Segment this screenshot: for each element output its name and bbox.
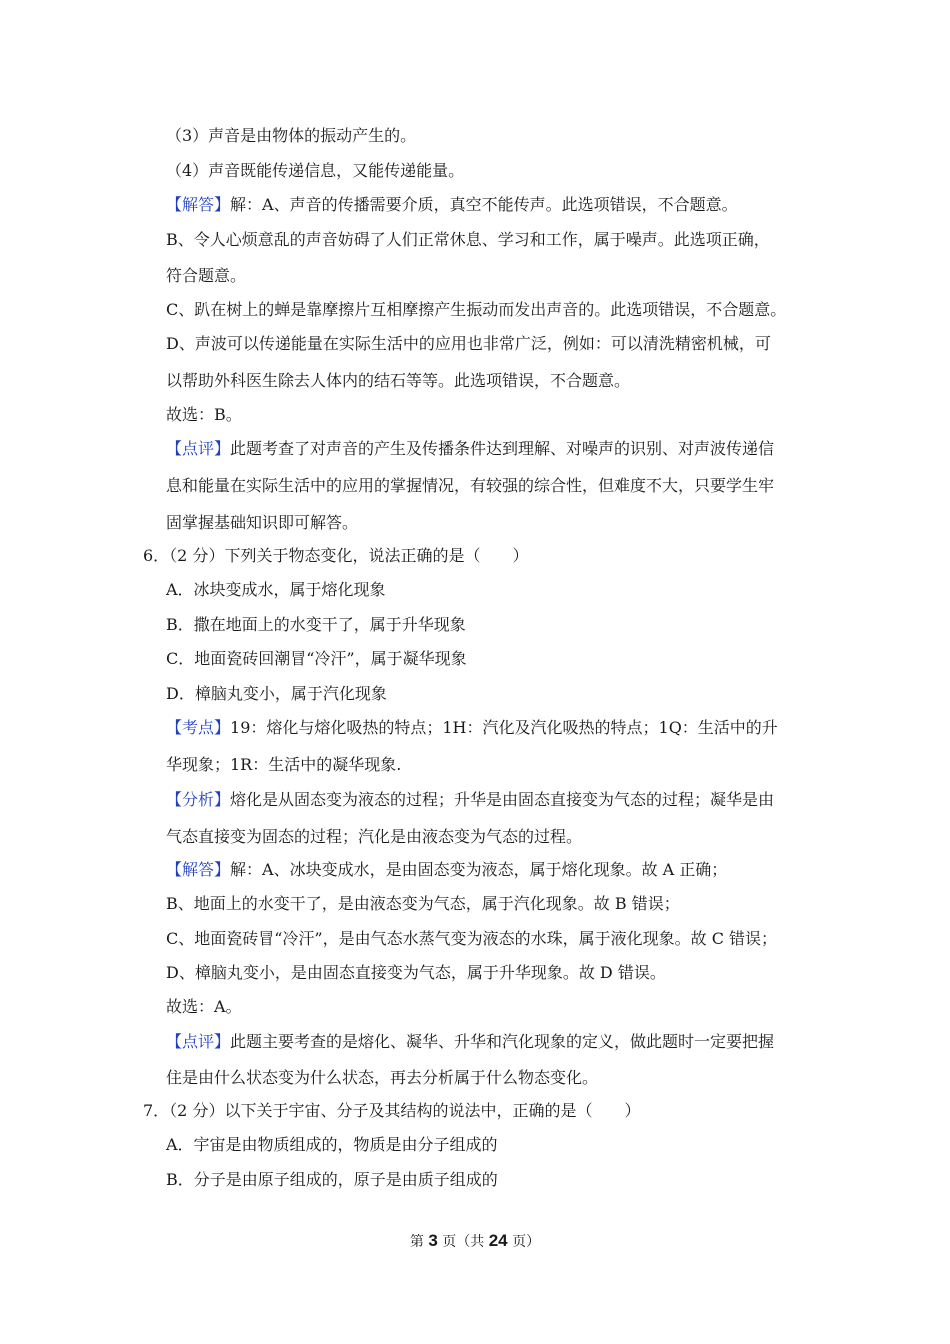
text-line [166, 860, 830, 880]
line-text: B、地面上的水变干了，是由液态变为气态，属于汽化现象。故 B 错误； [166, 894, 680, 913]
line-text: 故选：B。 [166, 405, 242, 424]
text-line [166, 827, 830, 847]
line-text: D、声波可以传递能量在实际生活中的应用也非常广泛，例如：可以清洗精密机械，可 [166, 334, 771, 353]
text-line [166, 161, 830, 181]
line-text: 故选：A。 [166, 997, 242, 1016]
text-line [166, 405, 830, 425]
line-text: 住是由什么状态变为什么状态，再去分析属于什么物态变化。 [166, 1068, 599, 1087]
line-text: 此题考查了对声音的产生及传播条件达到理解、对噪声的识别、对声波传递信 [230, 439, 775, 458]
line-text: 符合题意。 [166, 266, 247, 285]
text-line [166, 718, 830, 738]
line-text: C、地面瓷砖冒“冷汗”，是由气态水蒸气变为液态的水珠，属于液化现象。故 C 错误； [166, 929, 778, 948]
line-text: D、樟脑丸变小，是由固态直接变为气态，属于升华现象。故 D 错误。 [166, 963, 666, 982]
line-text: 熔化是从固态变为液态的过程；升华是由固态直接变为气态的过程；凝华是由 [230, 790, 775, 809]
text-line [166, 580, 830, 600]
line-text: 19：熔化与熔化吸热的特点；1H：汽化及汽化吸热的特点；1Q：生活中的升 [230, 718, 778, 737]
text-line [166, 755, 830, 775]
section-tag: 【分析】 [166, 790, 231, 809]
text-line [166, 997, 830, 1017]
line-text: 以帮助外科医生除去人体内的结石等等。此选项错误，不合题意。 [166, 371, 631, 390]
section-tag: 【点评】 [166, 1032, 231, 1051]
question-line [143, 546, 830, 566]
line-text: 6．（2 分）下列关于物态变化，说法正确的是（ ） [143, 546, 529, 565]
text-line [166, 126, 830, 146]
text-line [166, 649, 830, 669]
section-tag: 【解答】 [166, 195, 231, 214]
line-text: 气态直接变为固态的过程；汽化是由液态变为气态的过程。 [166, 827, 583, 846]
text-line [166, 684, 830, 704]
page-footer [0, 1231, 950, 1252]
text-line [166, 929, 830, 949]
text-line [166, 371, 830, 391]
text-line [166, 1032, 830, 1052]
line-text: 此题主要考查的是熔化、凝华、升华和汽化现象的定义，做此题时一定要把握 [230, 1032, 775, 1051]
text-line [166, 894, 830, 914]
text-line [166, 1068, 830, 1088]
footer-suffix: 页） [512, 1234, 541, 1250]
line-text: （3）声音是由物体的振动产生的。 [166, 126, 417, 145]
line-text: B．撒在地面上的水变干了，属于升华现象 [166, 615, 466, 634]
section-tag: 【点评】 [166, 439, 231, 458]
section-tag: 【解答】 [166, 860, 231, 879]
footer-middle: 页（共 [442, 1234, 485, 1250]
text-line [166, 230, 830, 250]
line-text: A．宇宙是由物质组成的，物质是由分子组成的 [166, 1135, 498, 1154]
text-line [166, 439, 830, 459]
line-text: 华现象；1R：生活中的凝华现象. [166, 755, 402, 774]
text-line [166, 615, 830, 635]
line-text: 解：A、声音的传播需要介质，真空不能传声。此选项错误，不合题意。 [230, 195, 738, 214]
line-text: 解：A、冰块变成水，是由固态变为液态，属于熔化现象。故 A 正确； [230, 860, 728, 879]
section-tag: 【考点】 [166, 718, 231, 737]
line-text: 7．（2 分）以下关于宇宙、分子及其结构的说法中，正确的是（ ） [143, 1101, 641, 1120]
line-text: 息和能量在实际生活中的应用的掌握情况，有较强的综合性，但难度不大，只要学生牢 [166, 476, 775, 495]
line-text: B．分子是由原子组成的，原子是由质子组成的 [166, 1170, 498, 1189]
question-line [143, 1101, 830, 1121]
footer-prefix: 第 [409, 1234, 424, 1250]
line-text: （4）声音既能传递信息，又能传递能量。 [166, 161, 465, 180]
text-line [166, 963, 830, 983]
line-text: 固掌握基础知识即可解答。 [166, 513, 359, 532]
line-text: A．冰块变成水，属于熔化现象 [166, 580, 386, 599]
line-text: C．地面瓷砖回潮冒“冷汗”，属于凝华现象 [166, 649, 467, 668]
text-line [166, 266, 830, 286]
text-line [166, 790, 830, 810]
footer-page-number: 3 [428, 1231, 438, 1250]
text-line [166, 476, 830, 496]
footer-total-pages: 24 [488, 1231, 508, 1250]
line-text: C、趴在树上的蝉是靠摩擦片互相摩擦产生振动而发出声音的。此选项错误，不合题意。 [166, 300, 787, 319]
text-line [166, 300, 830, 320]
line-text: D．樟脑丸变小，属于汽化现象 [166, 684, 387, 703]
text-line [166, 334, 830, 354]
text-line [166, 195, 830, 215]
text-line [166, 513, 830, 533]
text-line [166, 1170, 830, 1190]
line-text: B、令人心烦意乱的声音妨碍了人们正常休息、学习和工作，属于噪声。此选项正确， [166, 230, 770, 249]
text-line [166, 1135, 830, 1155]
